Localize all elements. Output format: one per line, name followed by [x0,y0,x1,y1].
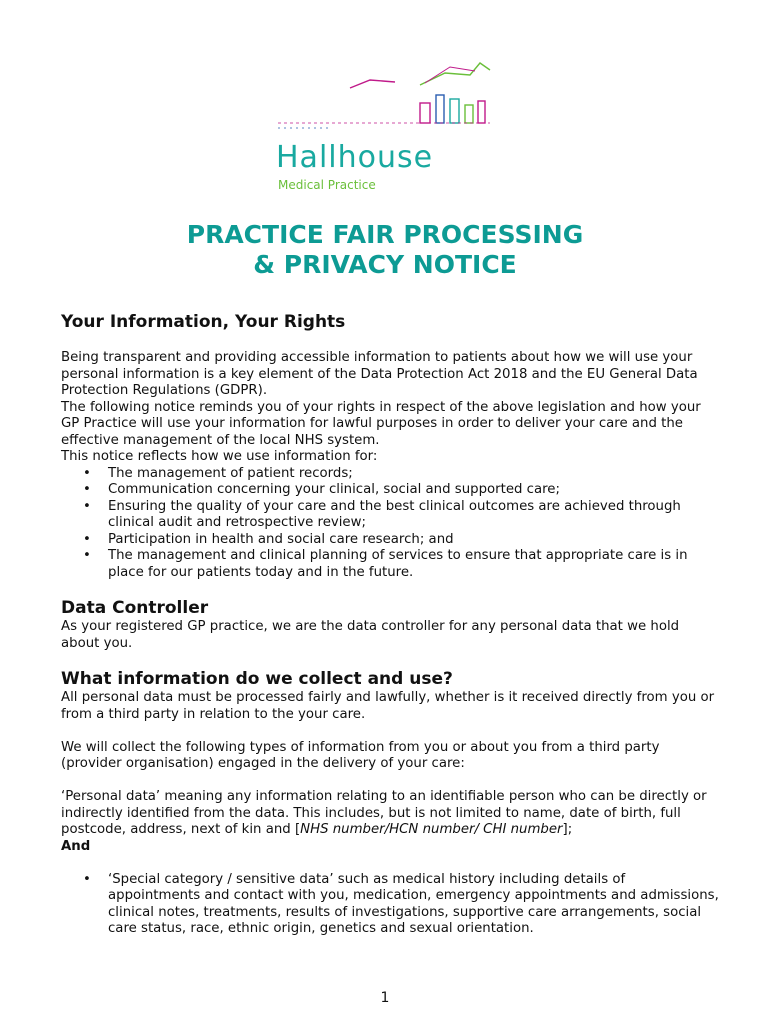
heading-your-rights: Your Information, Your Rights [61,312,346,332]
nhs-number-text: NHS number/HCN number/ CHI number [300,822,563,837]
rights-paragraph-3: This notice reflects how we use information for: [61,449,378,464]
page-title-line2: & PRIVACY NOTICE [253,250,517,279]
page-number: 1 [380,990,390,1006]
collect-paragraph-2: We will collect the following types of information from you or about you from a third party (provider organisation) engaged in the delivery of your care: [61,739,660,771]
list-item: • Communication concerning your clinical, social and supported care; [61,482,721,499]
list-item: • Participation in health and social care research; and [61,532,721,549]
page-title-line1: PRACTICE FAIR PROCESSING [186,220,584,249]
heading-data-controller: Data Controller [61,598,209,618]
personal-data-end: ]; [562,822,573,837]
logo-brand-sub: Medical Practice [278,178,376,190]
practice-logo [270,55,500,190]
controller-paragraph: As your registered GP practice, we are the data controller for any personal data that we hold about you. [61,619,680,651]
logo-brand-name: Hallhouse [276,140,434,175]
personal-data-text: ‘Personal data’ meaning any information relating to an identifiable person who can be directly or indirectly identified from the data. This includes, but is not limited to name, date of birth, full postcode, address, next of kin and [ [61,789,707,837]
list-item: • The management and clinical planning of services to ensure that appropriate care is in place for our patients today and in the future. [61,548,721,581]
rights-paragraph-2: The following notice reminds you of your rights in respect of the above legislation and how your GP Practice will use your information for lawful purposes in order to deliver your care and the effective management of the local NHS system. [61,399,701,448]
rights-paragraph-1: Being transparent and providing accessible information to patients about how we will use your personal information is a key element of the Data Protection Act 2018 and the EU General Data Protection Regulations (GDPR). [61,350,698,398]
and-label: And [61,838,91,854]
rights-list [61,466,721,582]
list-item: • Ensuring the quality of your care and the best clinical outcomes are achieved through clinical audit and retrospective review; [61,499,721,532]
list-item: • ‘Special category / sensitive data’ such as medical history including details of appointments and contact with you, medication, emergency appointments and admissions, clinical notes, treatments, results of investigations, supportive care arrangements, social care status, race, ethnic origin, genetics and sexual orientation. [61,872,721,938]
special-category-list [61,872,721,938]
document-body [61,311,721,938]
list-item: • The management of patient records; [61,466,721,483]
personal-data-paragraph [61,789,721,839]
collect-paragraph-1: All personal data must be processed fairly and lawfully, whether is it received directly from you or from a third party in relation to the your care. [61,690,715,722]
logo-house-icon [278,63,490,128]
heading-what-we-collect: What information do we collect and use? [61,669,453,689]
